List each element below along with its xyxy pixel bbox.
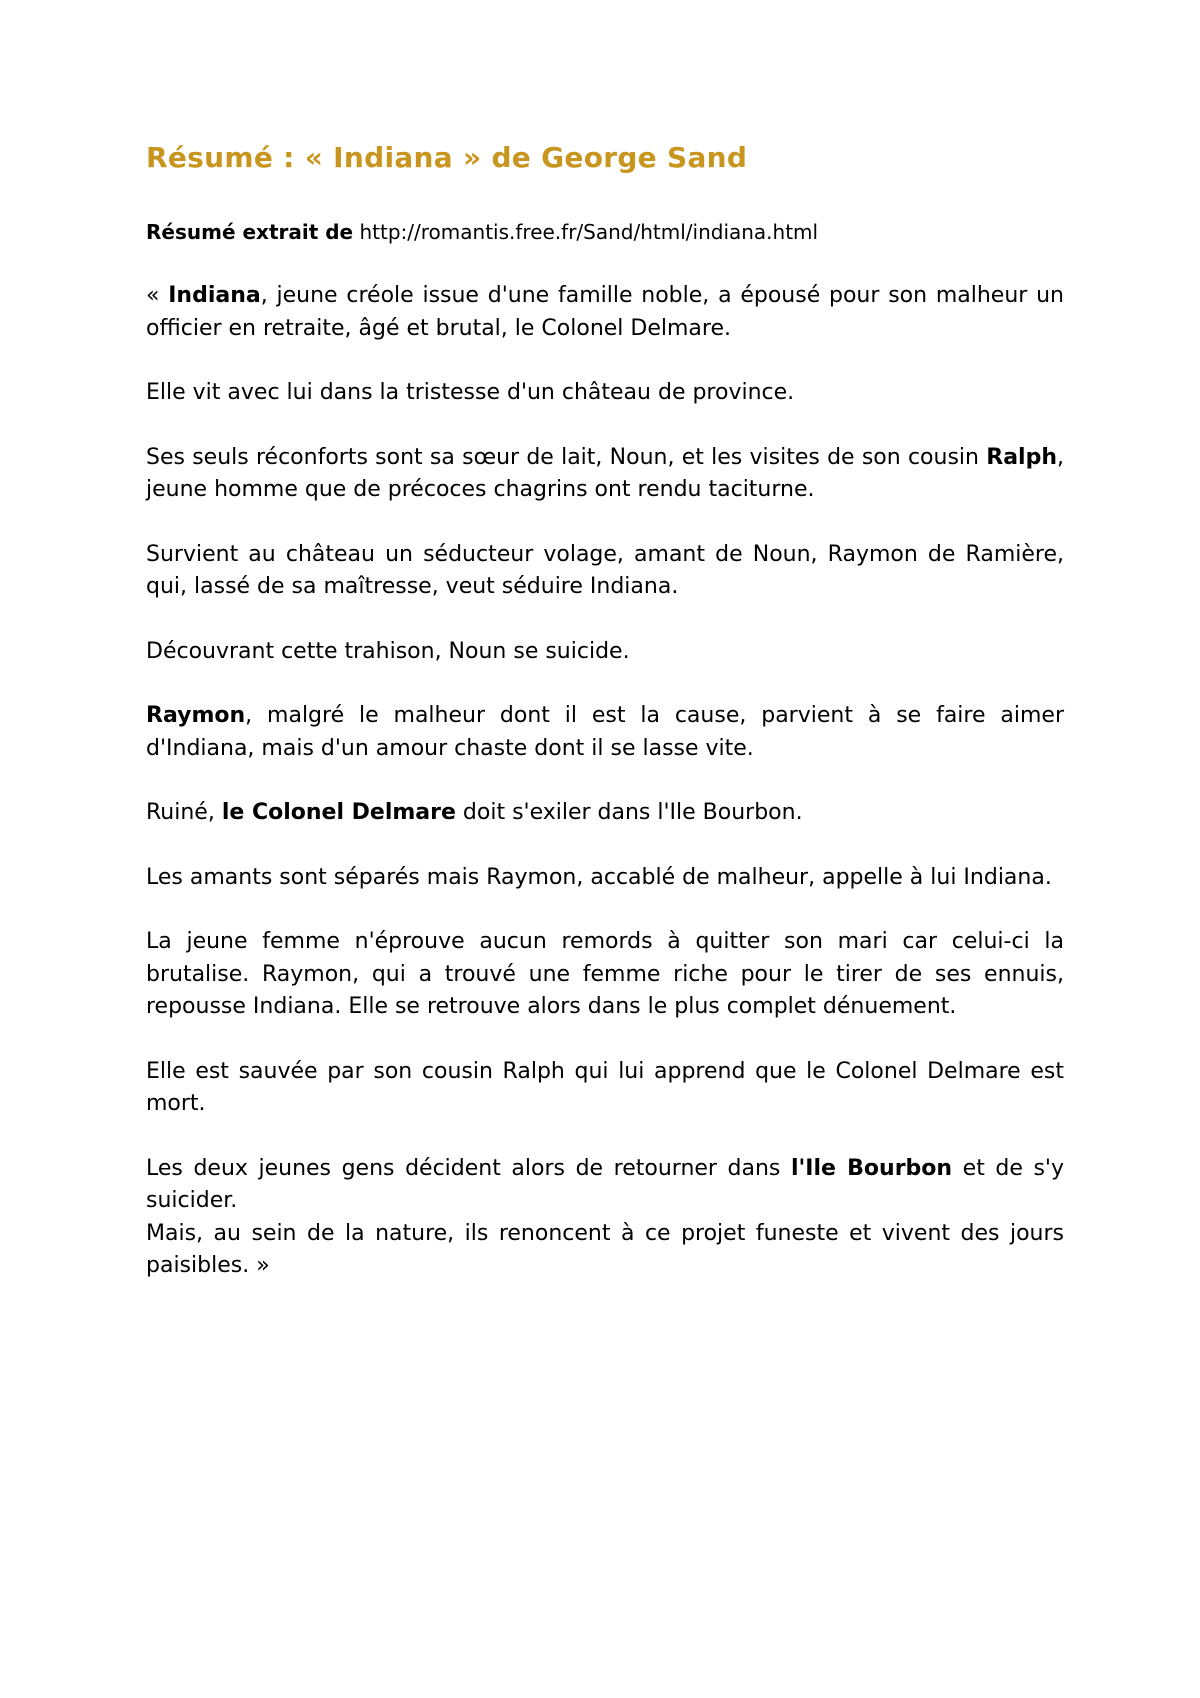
paragraph-3-rest: , jeune homme que de précoces chagrins ont rendu taciturne.: [146, 444, 1064, 502]
paragraph-7: [146, 797, 1064, 830]
paragraph-6: [146, 700, 1064, 765]
paragraph-3: [146, 442, 1064, 507]
source-url: http://romantis.free.fr/Sand/html/indiana.html: [359, 220, 819, 244]
paragraph-2: Elle vit avec lui dans la tristesse d'un château de province.: [146, 380, 795, 405]
bold-colonel-delmare: le Colonel Delmare: [221, 800, 456, 825]
document-page: [146, 140, 1064, 1315]
paragraph-8: Les amants sont séparés mais Raymon, accablé de malheur, appelle à lui Indiana.: [146, 864, 1052, 890]
source-line: [146, 216, 1064, 248]
bold-indiana: Indiana: [168, 283, 261, 308]
paragraph-11-rest: et de s'y suicider.: [146, 1155, 1065, 1213]
paragraph-5: Découvrant cette trahison, Noun se suicide.: [146, 638, 630, 664]
paragraph-3-start: Ses seuls réconforts sont sa sœur de lait, Noun, et les visites de son cousin: [146, 444, 987, 470]
paragraph-7-rest: doit s'exiler dans l'Ile Bourbon.: [455, 800, 803, 825]
paragraph-11: [146, 1153, 1064, 1218]
paragraph-10: Elle est sauvée par son cousin Ralph qui lui apprend que le Colonel Delmare est mort.: [146, 1058, 1064, 1116]
paragraph-1-text: , jeune créole issue d'une famille noble, a épousé pour son malheur un officier en retraite, âgé et brutal, le Colonel Delmare.: [146, 283, 1065, 341]
bold-ile-bourbon: l'Ile Bourbon: [790, 1155, 953, 1181]
paragraph-4: Survient au château un séducteur volage, amant de Noun, Raymon de Ramière, qui, lassé de sa maîtresse, veut séduire Indiana.: [146, 541, 1064, 599]
paragraph-9: La jeune femme n'éprouve aucun remords à quitter son mari car celui-ci la brutalise. Raymon, qui a trouvé une femme riche pour le tirer de ses ennuis, repousse Indiana. Elle se retrouve alors dans le plus complet dénuement.: [146, 929, 1064, 1019]
bold-raymon: Raymon: [146, 703, 246, 728]
paragraph-12: Mais, au sein de la nature, ils renoncent à ce projet funeste et vivent des jours paisibles. »: [146, 1220, 1064, 1278]
paragraph-1: [146, 280, 1064, 345]
paragraph-7-start: Ruiné,: [146, 800, 222, 825]
source-label: Résumé extrait de: [146, 220, 354, 244]
paragraph-11-start: Les deux jeunes gens décident alors de retourner dans: [146, 1155, 791, 1181]
bold-ralph: Ralph: [986, 444, 1057, 470]
opening-quote: «: [146, 283, 169, 308]
paragraph-6-rest: , malgré le malheur dont il est la cause, parvient à se faire aimer d'Indiana, mais d'un amour chaste dont il se lasse vite.: [146, 703, 1064, 761]
document-title: Résumé : « Indiana » de George Sand: [146, 141, 748, 174]
